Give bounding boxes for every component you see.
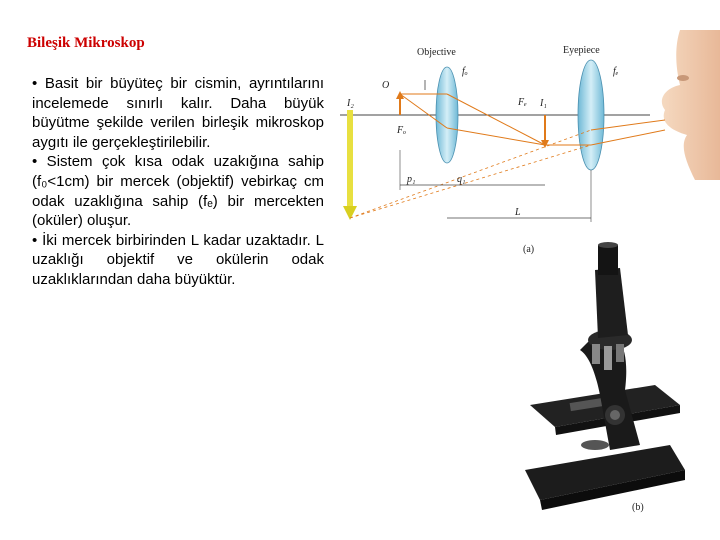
paragraph-3: • İki mercek birbirinden L kadar uzaktadır. L uzaklığı objektif ve okülerin odak uzaklıklarından daha büyüktür.	[32, 231, 324, 288]
f-o-label: fₒ	[462, 66, 468, 77]
eyepiece-tube	[598, 245, 618, 275]
face-silhouette	[662, 30, 720, 180]
object-arrowhead	[396, 91, 404, 99]
focal-point-fe-label: Fₑ	[518, 97, 527, 108]
image-i2-label: I₂	[347, 98, 354, 109]
caption-a: (a)	[523, 244, 535, 255]
f-e-label: fₑ	[613, 66, 619, 77]
eyepiece-lens	[578, 60, 604, 170]
microscope-photo	[470, 240, 720, 540]
eyepiece-label: Eyepiece	[563, 45, 600, 56]
virtual-rays	[350, 130, 591, 218]
q1-label: q₁	[457, 174, 466, 185]
objective-lens-2	[604, 346, 612, 370]
eye-shape	[677, 75, 689, 81]
p1-label: p₁	[407, 174, 416, 185]
objective-lens	[436, 67, 458, 163]
paragraph-1: • Basit bir büyüteç bir cismin, ayrıntılarını incelemede sınırlı kalır. Daha büyük büyütme şekilde verilen birleşik mikroskop aygıtı ile gerçekleştirilebilir.	[32, 75, 324, 151]
fine-focus-knob	[610, 410, 620, 420]
length-l-label: L	[515, 207, 521, 218]
light-source	[581, 440, 609, 450]
caption-b: (b)	[632, 502, 644, 513]
ray-diagram	[335, 30, 720, 260]
microscope-tube	[595, 268, 628, 338]
focal-point-fo-label: Fₒ	[397, 125, 406, 136]
objective-label: Objective	[417, 47, 456, 58]
paragraph-2: • Sistem çok kısa odak uzakığına sahip (f₀<1cm) bir mercek (objektif) vebirkaç cm odak uzaklığına sahip (fₑ) bir mercekten (oküler) oluşur.	[32, 153, 324, 230]
object-o-label: O	[382, 80, 390, 91]
body-text	[32, 74, 324, 290]
image-i1-label: I₁	[540, 98, 547, 109]
objective-lens-1	[592, 344, 600, 364]
objective-lens-3	[616, 344, 624, 362]
slide-title: Bileşik Mikroskop	[27, 35, 145, 51]
